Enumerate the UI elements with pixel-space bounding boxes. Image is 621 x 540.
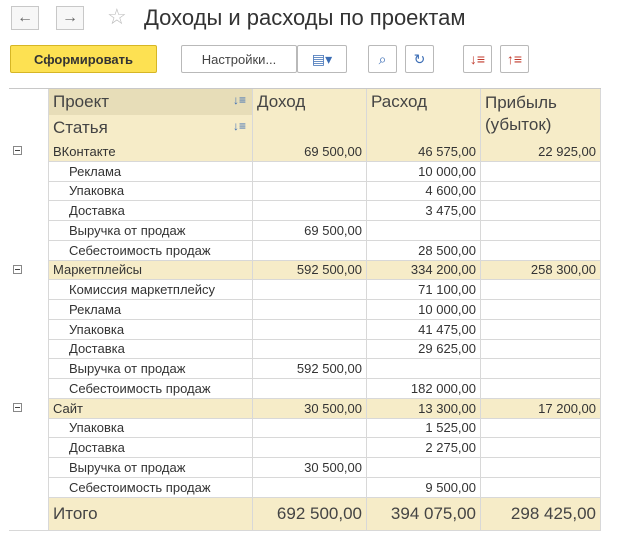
row-income <box>253 241 367 261</box>
row-expense <box>367 221 481 241</box>
row-expense <box>367 458 481 478</box>
row-income: 592 500,00 <box>253 359 367 379</box>
row-profit: 22 925,00 <box>481 142 601 162</box>
total-profit: 298 425,00 <box>481 498 601 531</box>
row-expense: 10 000,00 <box>367 162 481 182</box>
row-profit <box>481 438 601 458</box>
article-header-label: Статья <box>53 118 108 137</box>
row-name: Сайт <box>49 399 253 419</box>
row-name: Доставка <box>49 438 253 458</box>
row-income: 592 500,00 <box>253 261 367 281</box>
row-expense: 28 500,00 <box>367 241 481 261</box>
row-name: Себестоимость продаж <box>49 241 253 261</box>
row-expense: 334 200,00 <box>367 261 481 281</box>
row-expense: 4 600,00 <box>367 182 481 202</box>
row-income: 69 500,00 <box>253 221 367 241</box>
row-profit <box>481 320 601 340</box>
row-income: 30 500,00 <box>253 458 367 478</box>
row-income <box>253 182 367 202</box>
header-row <box>9 89 601 142</box>
row-profit <box>481 359 601 379</box>
table-row[interactable] <box>9 300 601 320</box>
row-income: 30 500,00 <box>253 399 367 419</box>
row-name: Комиссия маркетплейсу <box>49 280 253 300</box>
row-expense: 3 475,00 <box>367 201 481 221</box>
report-table <box>9 88 601 531</box>
table-row[interactable] <box>9 340 601 360</box>
total-label: Итого <box>49 498 253 531</box>
row-expense: 182 000,00 <box>367 379 481 399</box>
sort-asc-button[interactable] <box>500 45 529 73</box>
row-profit: 258 300,00 <box>481 261 601 281</box>
row-name: Себестоимость продаж <box>49 379 253 399</box>
refresh-search-icon: ↻ <box>413 50 426 67</box>
table-row[interactable] <box>9 182 601 202</box>
table-row[interactable] <box>9 458 601 478</box>
row-expense <box>367 359 481 379</box>
row-name: Выручка от продаж <box>49 458 253 478</box>
collapse-toggle-icon[interactable] <box>13 265 22 274</box>
row-name: Реклама <box>49 300 253 320</box>
generate-button[interactable]: Сформировать <box>10 45 157 73</box>
row-income: 69 500,00 <box>253 142 367 162</box>
table-row[interactable] <box>9 419 601 439</box>
forward-button[interactable]: → <box>56 6 84 30</box>
row-income <box>253 438 367 458</box>
copy-button[interactable] <box>297 45 347 73</box>
search-icon: ⌕ <box>378 50 387 67</box>
row-profit <box>481 340 601 360</box>
sort-desc-icon: ↓≡ <box>469 51 486 67</box>
total-expense: 394 075,00 <box>367 498 481 531</box>
copy-icon: ▤▾ <box>311 50 333 67</box>
row-name: Выручка от продаж <box>49 359 253 379</box>
row-income <box>253 162 367 182</box>
project-header-cell[interactable] <box>49 89 252 115</box>
group-row[interactable] <box>9 261 601 281</box>
header-tree-col <box>9 89 49 142</box>
row-income <box>253 280 367 300</box>
row-expense: 13 300,00 <box>367 399 481 419</box>
row-profit <box>481 419 601 439</box>
row-name: Доставка <box>49 340 253 360</box>
row-name: Реклама <box>49 162 253 182</box>
row-name: Упаковка <box>49 182 253 202</box>
row-income <box>253 201 367 221</box>
row-income <box>253 300 367 320</box>
settings-button[interactable]: Настройки... <box>181 45 297 73</box>
group-row[interactable] <box>9 142 601 162</box>
row-name: Маркетплейсы <box>49 261 253 281</box>
project-header-label: Проект <box>53 92 109 111</box>
header-project[interactable] <box>49 89 253 142</box>
row-profit <box>481 478 601 498</box>
row-name: Упаковка <box>49 320 253 340</box>
row-profit <box>481 221 601 241</box>
row-expense: 1 525,00 <box>367 419 481 439</box>
collapse-toggle-icon[interactable] <box>13 403 22 412</box>
row-income <box>253 320 367 340</box>
table-row[interactable] <box>9 438 601 458</box>
sort-desc-button[interactable] <box>463 45 492 73</box>
row-expense: 10 000,00 <box>367 300 481 320</box>
header-profit[interactable]: Прибыль (убыток) <box>481 89 601 142</box>
group-row[interactable] <box>9 399 601 419</box>
row-expense: 2 275,00 <box>367 438 481 458</box>
table-row[interactable] <box>9 320 601 340</box>
row-name: Упаковка <box>49 419 253 439</box>
row-profit <box>481 241 601 261</box>
table-row[interactable] <box>9 162 601 182</box>
row-profit <box>481 201 601 221</box>
table-row[interactable] <box>9 221 601 241</box>
row-name: Выручка от продаж <box>49 221 253 241</box>
sort-asc-icon: ↑≡ <box>506 51 523 67</box>
row-profit <box>481 458 601 478</box>
table-row[interactable] <box>9 379 601 399</box>
total-income: 692 500,00 <box>253 498 367 531</box>
total-row <box>9 498 601 531</box>
row-profit <box>481 162 601 182</box>
sort-desc-icon: ↓≡ <box>232 119 246 133</box>
row-income <box>253 478 367 498</box>
row-income <box>253 419 367 439</box>
table-row[interactable] <box>9 241 601 261</box>
row-income <box>253 340 367 360</box>
row-profit <box>481 182 601 202</box>
search-button[interactable] <box>368 45 397 73</box>
row-profit <box>481 379 601 399</box>
row-income <box>253 379 367 399</box>
refresh-search-button[interactable] <box>405 45 434 73</box>
row-expense: 71 100,00 <box>367 280 481 300</box>
row-expense: 29 625,00 <box>367 340 481 360</box>
table-row[interactable] <box>9 359 601 379</box>
collapse-toggle-icon[interactable] <box>13 146 22 155</box>
header-expense[interactable]: Расход <box>367 89 481 142</box>
sort-desc-icon: ↓≡ <box>232 93 246 107</box>
row-expense: 41 475,00 <box>367 320 481 340</box>
favorite-star-icon[interactable]: ☆ <box>107 4 127 29</box>
article-header-cell[interactable] <box>49 115 252 141</box>
table-row[interactable] <box>9 280 601 300</box>
row-name: Доставка <box>49 201 253 221</box>
table-row[interactable] <box>9 478 601 498</box>
row-expense: 46 575,00 <box>367 142 481 162</box>
row-expense: 9 500,00 <box>367 478 481 498</box>
row-name: ВКонтакте <box>49 142 253 162</box>
table-row[interactable] <box>9 201 601 221</box>
row-profit <box>481 280 601 300</box>
page-title: Доходы и расходы по проектам <box>144 5 466 30</box>
header-income[interactable]: Доход <box>253 89 367 142</box>
row-name: Себестоимость продаж <box>49 478 253 498</box>
row-profit: 17 200,00 <box>481 399 601 419</box>
back-button[interactable]: ← <box>11 6 39 30</box>
row-profit <box>481 300 601 320</box>
